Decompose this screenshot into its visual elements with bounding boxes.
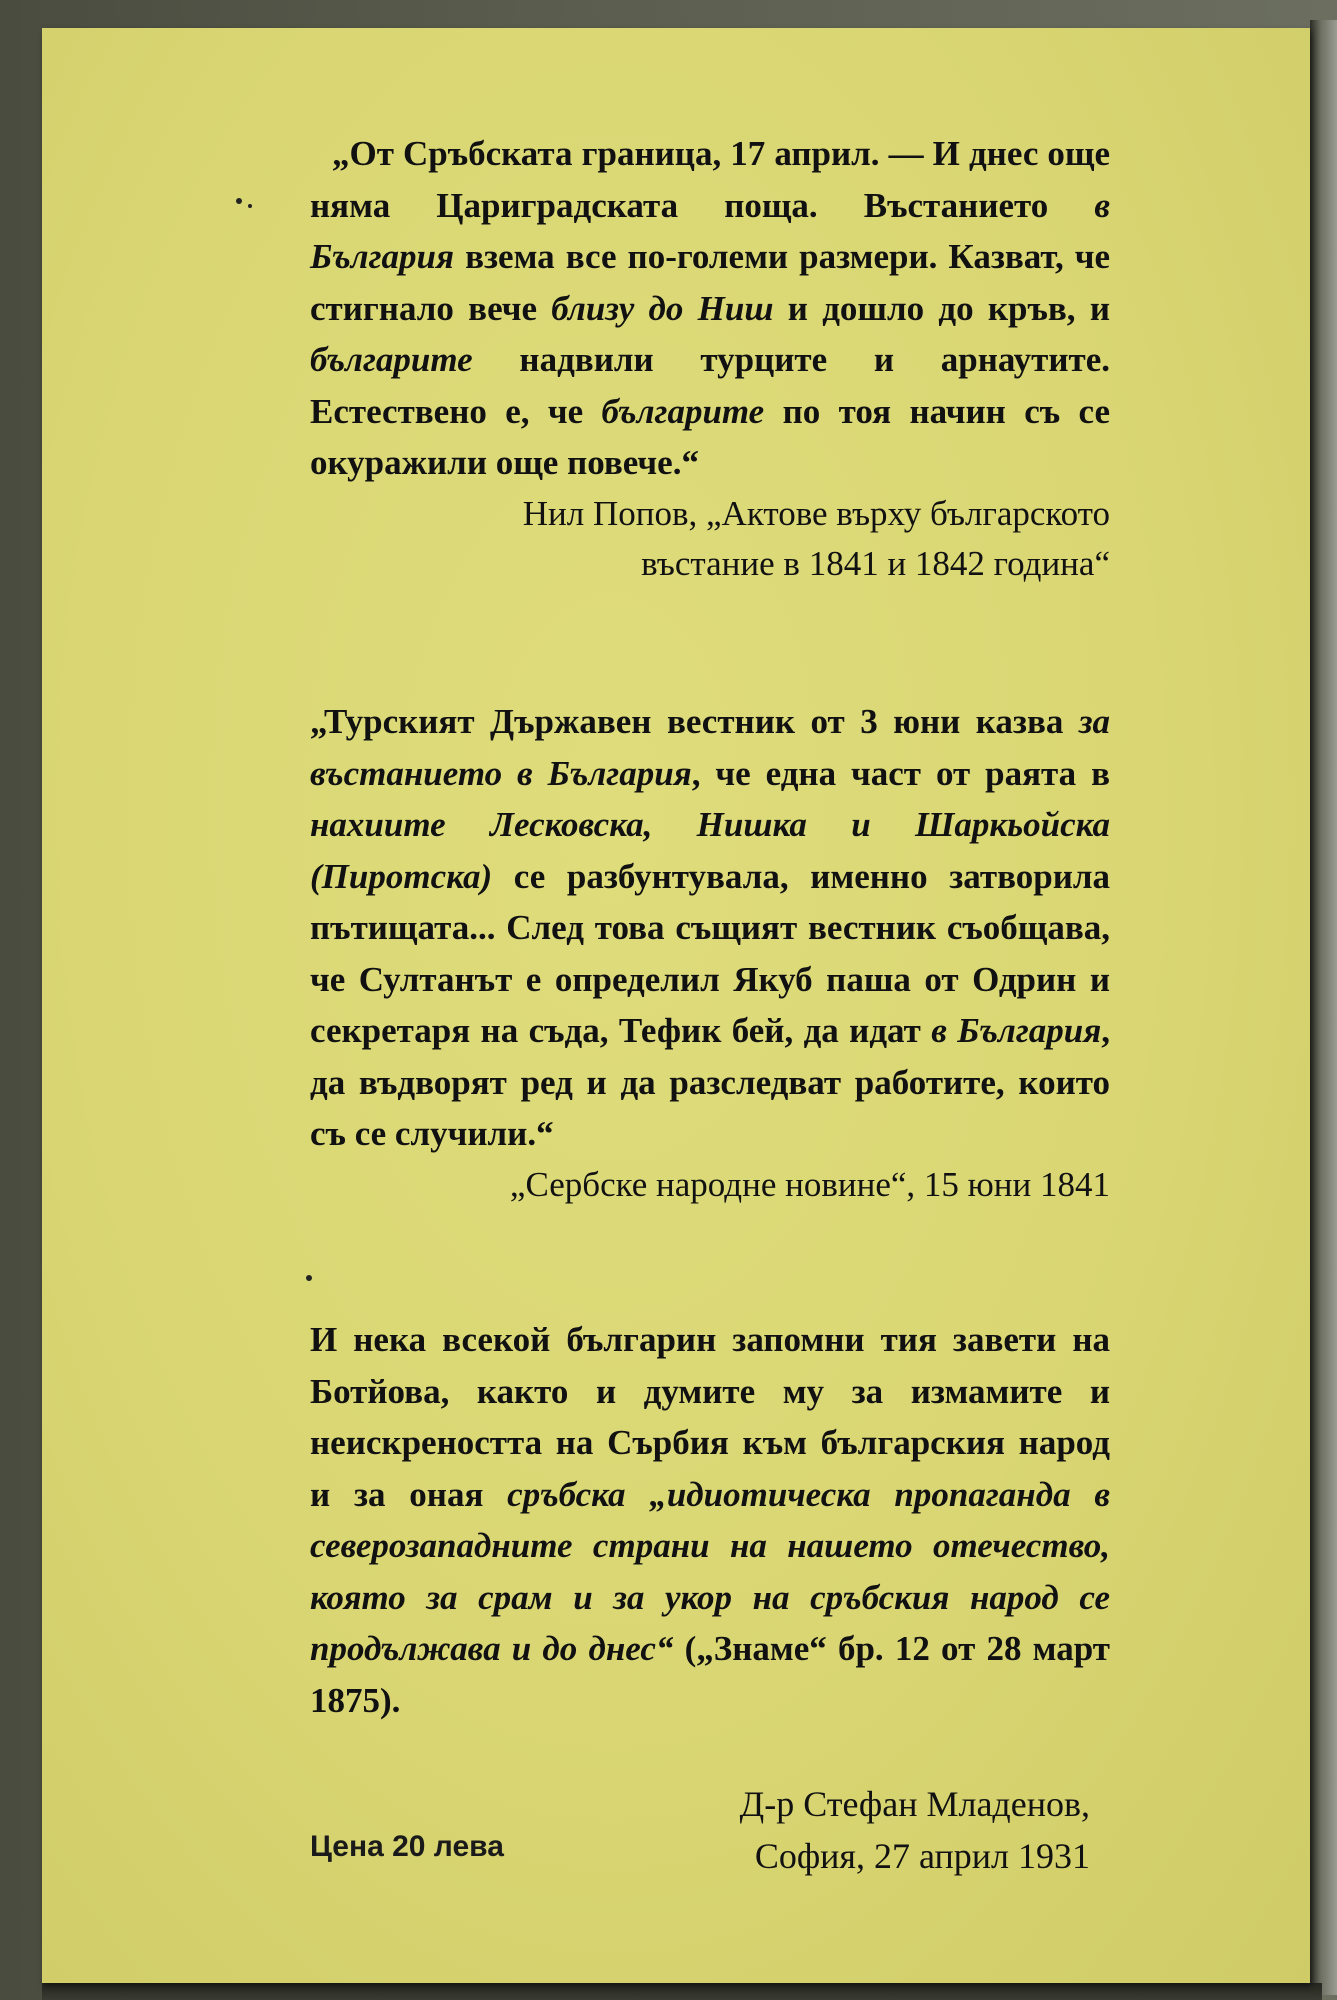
quote-2-part: , че една част от раята в [691,753,1110,793]
quote-1-italic: близу до Ниш [551,288,774,328]
speck-mark [248,204,252,208]
quote-block-2 [310,696,1110,1210]
signature-name: Д-р Стефан Младенов, [739,1784,1090,1824]
quote-2-part: „Турският Държавен вестник от 3 юни казва [310,702,1079,741]
quote-1-part: и дошло до кръв, и [773,288,1110,328]
quote-1-italic: българите [601,391,765,431]
quote-1-italic: в България [310,185,1110,276]
price-label: Цена 20 лева [310,1830,504,1863]
quote-1-italic: българите [310,340,473,379]
signature-place-date: София, 27 април 1931 [754,1836,1090,1876]
quote-2-part: се разбунтувала, именно затворила пътищата... След това същият вестник съобщава, че Султанът е определил Якуб паша от Одрин и секретаря на съда, Тефик бей, да идат [310,856,1110,1050]
quote-1-source-line: въстание в 1841 и 1842 година“ [641,543,1110,583]
quote-1-source [310,489,1110,589]
quote-1-text [310,128,1110,489]
speck-mark [236,198,242,204]
speck-mark [306,1275,312,1281]
quote-2-source [310,1160,1110,1210]
closing-italic: сръбска „идиотическа пропаганда в северозападните страни на нашето отечество, която за срам и за укор на сръбския народ се продължава и до днес“ [310,1474,1110,1668]
quote-2-source-line: „Сербске народне новине“, 15 юни 1841 [509,1164,1110,1204]
quote-1-part: взема все по-големи размери. Казват, че стигнало вече [310,237,1110,328]
closing-text [310,1314,1110,1726]
closing-part: („Знаме“ бр. 12 от 28 март 1875). [310,1629,1110,1720]
quote-1-part: по тоя начин съ се окуражили още повече.“ [310,391,1110,482]
book-side-edge [1310,20,1337,1995]
closing-part: И нека всекой българин запомни тия завети на Ботйова, както и думите му за измамите и неискреността на Сърбия към българския народ и за оная [310,1320,1110,1514]
quote-2-italic: за въстанието в България [310,702,1110,793]
quote-block-1 [310,128,1110,589]
quote-1-part: „От Сръбската граница, 17 април. — И днес още няма Цариградската поща. Въстанието [310,134,1110,225]
signature [620,1778,1090,1882]
quote-2-part: , да въдворят ред и да разследват работите, които съ се случили.“ [310,1011,1111,1153]
quote-2-italic: нахиите Лесковска, Нишка и Шаркьойска (Пиротска) [310,805,1110,896]
closing-block [310,1314,1110,1726]
book-bottom-edge [42,1983,1322,2000]
quote-1-source-line: Нил Попов, „Актове върху българското [522,493,1110,533]
quote-2-italic: в България [931,1011,1102,1050]
quote-1-part: надвили турците и арнаутите. Естествено е, че [310,340,1110,431]
quote-2-text [310,696,1110,1160]
